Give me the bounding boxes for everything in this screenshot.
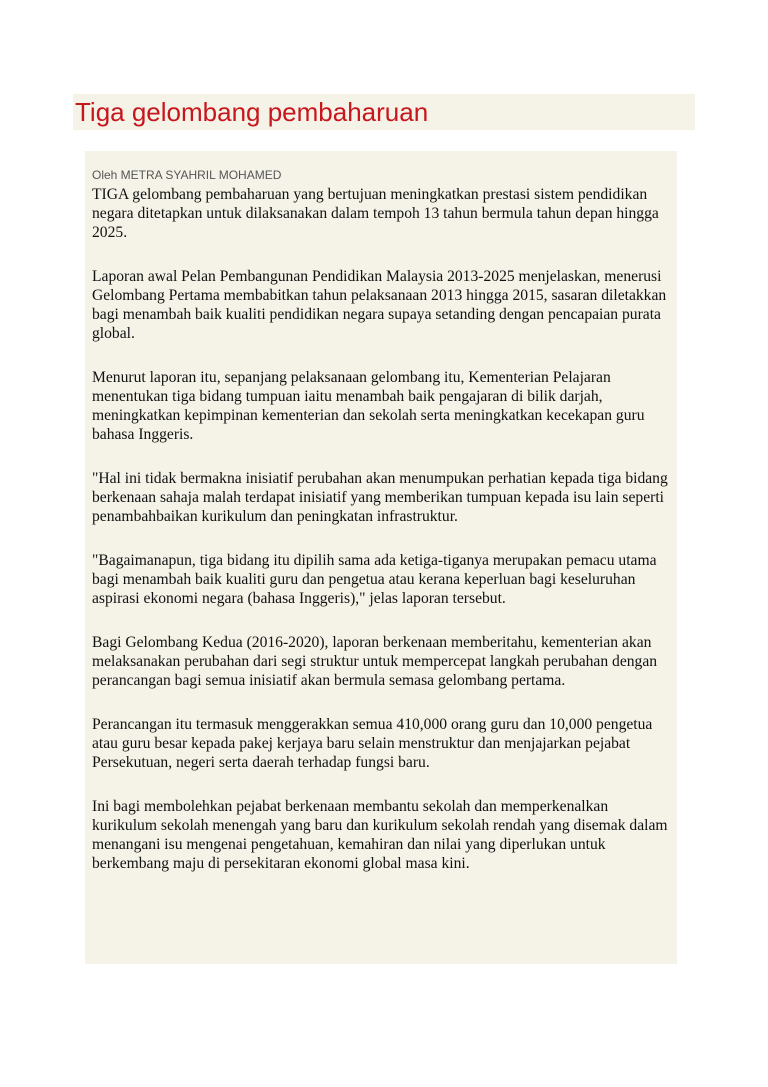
article-title: Tiga gelombang pembaharuan <box>75 97 429 127</box>
paragraph: Menurut laporan itu, sepanjang pelaksanaan gelombang itu, Kementerian Pelajaran menentukan tiga bidang tumpuan iaitu menambah baik pengajaran di bilik darjah, meningkatkan kepimpinan kementerian dan sekolah serta meningkatkan kecekapan guru bahasa Inggeris. <box>92 369 645 443</box>
paragraph: TIGA gelombang pembaharuan yang bertujuan meningkatkan prestasi sistem pendidikan negara ditetapkan untuk dilaksanakan dalam tempoh 13 tahun bermula tahun depan hingga 2025. <box>92 186 659 241</box>
title-bar <box>73 94 695 130</box>
paragraph: Ini bagi membolehkan pejabat berkenaan membantu sekolah dan memperkenalkan kurikulum sekolah menengah yang baru dan kurikulum sekolah rendah yang disemak dalam menangani isu mengenai pengetahuan, kemahiran dan nilai yang diperlukan untuk berkembang maju di persekitaran ekonomi global masa kini. <box>92 798 668 872</box>
article-body <box>85 151 677 964</box>
paragraph: Perancangan itu termasuk menggerakkan semua 410,000 orang guru dan 10,000 pengetua atau guru besar kepada pakej kerjaya baru selain menstruktur dan menjajarkan pejabat Persekutuan, negeri serta daerah terhadap fungsi baru. <box>92 716 653 771</box>
paragraph: Bagi Gelombang Kedua (2016-2020), laporan berkenaan memberitahu, kementerian akan melaksanakan perubahan dari segi struktur untuk mempercepat langkah perubahan dengan perancangan bagi semua inisiatif akan bermula semasa gelombang pertama. <box>92 634 658 689</box>
byline: Oleh METRA SYAHRIL MOHAMED <box>92 168 282 182</box>
paragraph: "Bagaimanapun, tiga bidang itu dipilih sama ada ketiga-tiganya merupakan pemacu utama bagi menambah baik kualiti guru dan pengetua atau kerana keperluan bagi keseluruhan aspirasi ekonomi negara (bahasa Inggeris)," jelas laporan tersebut. <box>92 552 657 607</box>
paragraph: "Hal ini tidak bermakna inisiatif perubahan akan menumpukan perhatian kepada tiga bidang berkenaan sahaja malah terdapat inisiatif yang memberikan tumpuan kepada isu lain seperti penambahbaikan kurikulum dan peningkatan infrastruktur. <box>92 470 668 525</box>
paragraph: Laporan awal Pelan Pembangunan Pendidikan Malaysia 2013-2025 menjelaskan, menerusi Gelombang Pertama membabitkan tahun pelaksanaan 2013 hingga 2015, sasaran diletakkan bagi menambah baik kualiti pendidikan negara supaya setanding dengan pencapaian purata global. <box>92 268 667 342</box>
